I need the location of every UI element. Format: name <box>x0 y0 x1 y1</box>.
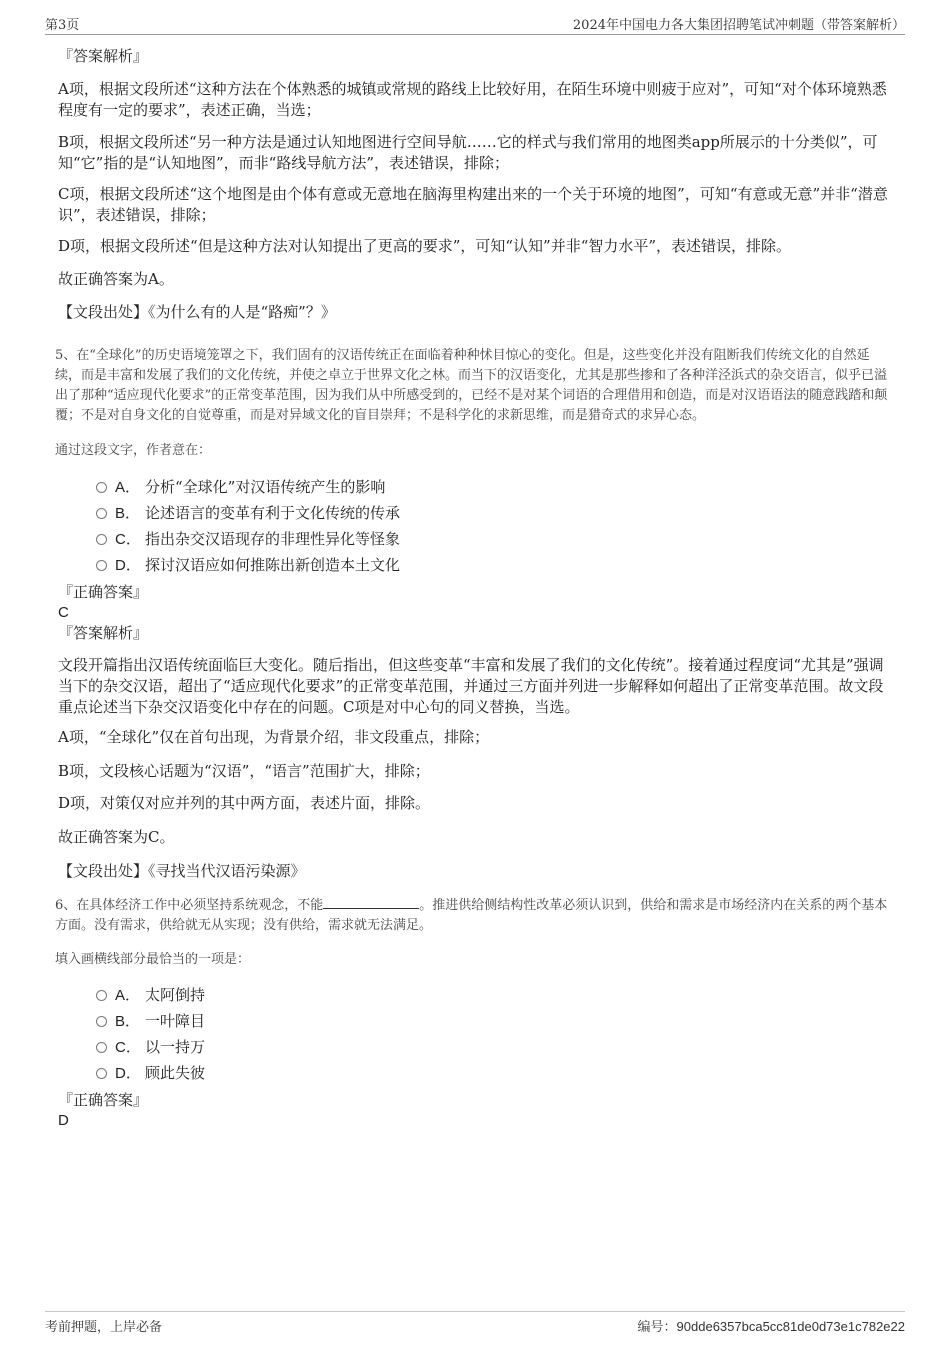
q6-prompt: 填入画横线部分最恰当的一项是： <box>55 952 251 967</box>
q5-analysis-main: 文段开篇指出汉语传统面临巨大变化。随后指出，但这些变革“丰富和发展了我们的文化传统”。接着通过程度词“尤其是”强调当下的杂交汉语，超出了“适应现代化要求”的正常变革范围，并通过三方面并列进一步解释如何超出了正常变革范围。故文段重点论述当下杂交汉语变化中存在的问题。C项是对中心句的同义替换，当选。 <box>58 656 884 716</box>
q5-option-c[interactable]: C． 指出杂交汉语现存的非理性异化等怪象 <box>96 529 400 550</box>
radio-icon[interactable] <box>96 990 107 1001</box>
radio-icon[interactable] <box>96 508 107 519</box>
footer-code: 编号：90dde6357bca5cc81de0d73e1c782e22 <box>637 1319 905 1335</box>
document-title: 2024年中国电力各大集团招聘笔试冲刺题（带答案解析） <box>572 18 905 33</box>
q4-analysis-d: D项，根据文段所述“但是这种方法对认知提出了更高的要求”，可知“认知”并非“智力水平”，表述错误，排除。 <box>58 237 792 255</box>
q4-analysis-heading: 『答案解析』 <box>58 47 149 65</box>
q5-analysis-heading: 『答案解析』 <box>58 624 149 642</box>
q5-stem: 5、在“全球化”的历史语境笼罩之下，我们固有的汉语传统正在面临着种种怵目惊心的变化。但是，这些变化并没有阻断我们传统文化的自然延续，而是丰富和发展了我们的文化传统，并使之卓立于世界文化之林。而当下的汉语变化，尤其是那些掺和了各种洋泾浜式的杂交语言，似乎已溢出了那种“适应现代化要求”的正常变革范围，因为我们从中所感受到的，已经不是对某个词语的合理借用和创造，而是对汉语语法的随意践踏和颠覆；不是对自身文化的自觉尊重，而是对异域文化的盲目崇拜；不是科学化的求新思维，而是猎奇式的求异心态。 <box>55 348 888 423</box>
page-number: 第3页 <box>45 18 80 33</box>
q4-conclusion: 故正确答案为A。 <box>58 270 174 288</box>
q5-conclusion: 故正确答案为C。 <box>58 828 175 846</box>
q6-answer-heading: 『正确答案』 <box>58 1091 149 1109</box>
q5-prompt: 通过这段文字，作者意在： <box>55 443 212 458</box>
radio-icon[interactable] <box>96 482 107 493</box>
q4-analysis-a: A项，根据文段所述“这种方法在个体熟悉的城镇或常规的路线上比较好用，在陌生环境中则疲于应对”，可知“对个体环境熟悉程度有一定的要求”，表述正确，当选； <box>58 80 887 119</box>
radio-icon[interactable] <box>96 560 107 571</box>
q4-analysis-b: B项，根据文段所述“另一种方法是通过认知地图进行空间导航……它的样式与我们常用的地图类app所展示的十分类似”，可知“它”指的是“认知地图”，而非“路线导航方法”，表述错误，排除； <box>58 133 878 172</box>
footer-slogan: 考前押题，上岸必备 <box>45 1320 163 1335</box>
q5-answer: C <box>58 604 69 621</box>
q5-analysis-b: B项，文段核心话题为“汉语”，“语言”范围扩大，排除； <box>58 762 430 780</box>
q5-analysis-d: D项，对策仅对应并列的其中两方面，表述片面，排除。 <box>58 794 431 812</box>
q6-option-d[interactable]: D． 顾此失彼 <box>96 1063 205 1084</box>
q6-stem: 6、在具体经济工作中必须坚持系统观念，不能 。推进供给侧结构性改革必须认识到，供给和需求是市场经济内在关系的两个基本方面。没有需求，供给就无从实现；没有供给，需求就无法满足。 <box>55 898 888 933</box>
q5-source: 【文段出处】《寻找当代汉语污染源》 <box>58 862 306 880</box>
q6-option-c[interactable]: C． 以一持万 <box>96 1037 205 1058</box>
q4-analysis-c: C项，根据文段所述“这个地图是由个体有意或无意地在脑海里构建出来的一个关于环境的地图”，可知“有意或无意”并非“潜意识”，表述错误，排除； <box>58 185 888 224</box>
radio-icon[interactable] <box>96 1068 107 1079</box>
page-footer <box>45 1311 905 1337</box>
page-header <box>45 14 905 35</box>
q5-analysis-a: A项，“全球化”仅在首句出现，为背景介绍，非文段重点，排除； <box>58 728 490 746</box>
radio-icon[interactable] <box>96 534 107 545</box>
q5-option-a[interactable]: A． 分析“全球化”对汉语传统产生的影响 <box>96 477 385 498</box>
radio-icon[interactable] <box>96 1042 107 1053</box>
q6-answer: D <box>58 1112 69 1129</box>
q6-option-a[interactable]: A． 太阿倒持 <box>96 985 205 1006</box>
q5-answer-heading: 『正确答案』 <box>58 583 149 601</box>
answer-blank <box>323 896 419 909</box>
q4-source: 【文段出处】《为什么有的人是“路痴”？》 <box>58 303 336 321</box>
radio-icon[interactable] <box>96 1016 107 1027</box>
q5-option-b[interactable]: B． 论述语言的变革有利于文化传统的传承 <box>96 503 400 524</box>
q5-option-d[interactable]: D． 探讨汉语应如何推陈出新创造本土文化 <box>96 555 400 576</box>
q6-option-b[interactable]: B． 一叶障目 <box>96 1011 205 1032</box>
